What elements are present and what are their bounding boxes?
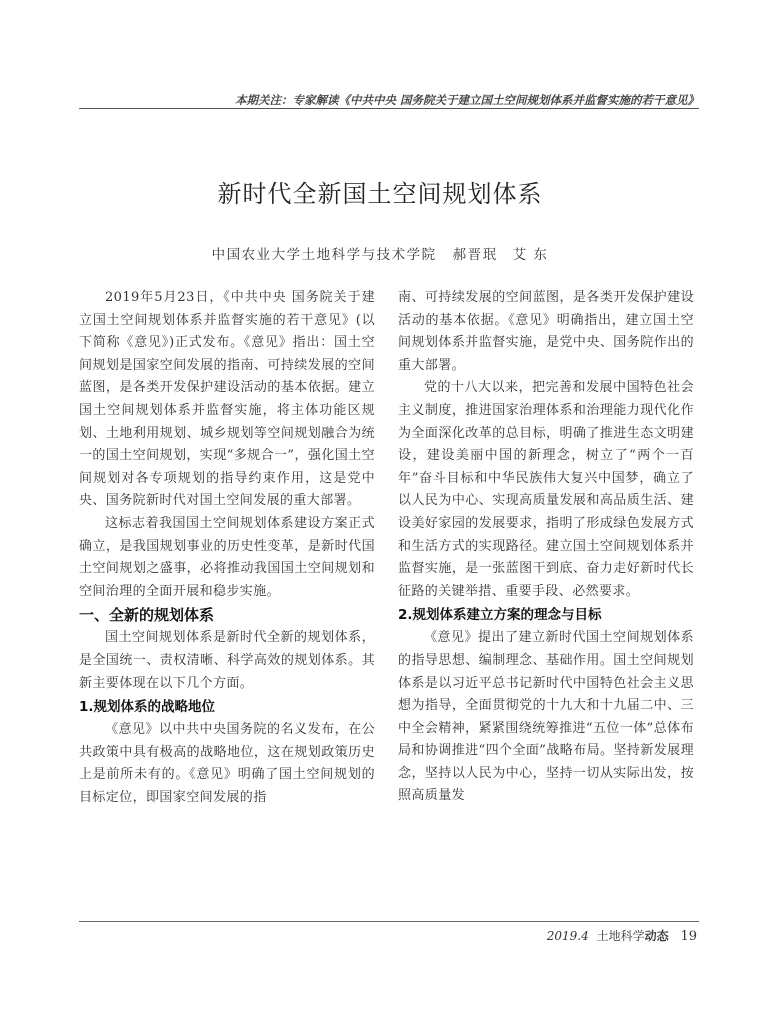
paragraph: 南、可持续发展的空间蓝图，是各类开发保护建设活动的基本依据。《意见》明确指出，建立国土空间规划体系并监督实施，是党中央、国务院作出的重大部署。 bbox=[398, 290, 694, 373]
subsection-heading: 1.规划体系的战略地位 bbox=[79, 699, 216, 716]
right-column bbox=[398, 287, 694, 808]
page-footer bbox=[547, 927, 697, 944]
article-title: 新时代全新国土空间规划体系 bbox=[217, 180, 543, 208]
column-label: 本期关注：专家解读《中共中央 国务院关于建立国土空间规划体系并监督实施的若干意见》 bbox=[235, 94, 699, 107]
author-names: 郝晋珉 艾 东 bbox=[452, 247, 549, 263]
paragraph: 国土空间规划体系是新时代全新的规划体系，是全国统一、责权清晰、科学高效的规划体系。其新主要体现在以下几个方面。 bbox=[79, 630, 375, 691]
left-column bbox=[79, 287, 375, 809]
magazine-name-bold: 动态 bbox=[644, 929, 669, 943]
running-header bbox=[79, 94, 699, 109]
affiliation: 中国农业大学土地科学与技术学院 bbox=[211, 247, 437, 263]
magazine-name bbox=[597, 929, 669, 943]
issue-number: 2019.4 bbox=[546, 929, 589, 943]
subsection-heading: 2.规划体系建立方案的理念与目标 bbox=[398, 607, 602, 624]
byline bbox=[0, 243, 760, 263]
paragraph: 这标志着我国国土空间规划体系建设方案正式确立，是我国规划事业的历史性变革，是新时代国土空间规划之盛事，必将推动我国国土空间规划和空间治理的全面开展和稳步实施。 bbox=[79, 515, 375, 599]
paragraph: 《意见》提出了建立新时代国土空间规划体系的指导思想、编制理念、基础作用。国土空间规划体系是以习近平总书记新时代中国特色社会主义思想为指导，全面贯彻党的十九大和十九届二中、三中全会精神，紧紧围绕统筹推进“五位一体”总体布局和协调推进“四个全面”战略布局。坚持新发展理念，坚持以人民为中心，坚持一切从实际出发，按照高质量发 bbox=[398, 630, 694, 804]
page-number: 19 bbox=[680, 929, 697, 944]
section-heading: 一、全新的规划体系 bbox=[79, 606, 215, 625]
paragraph: 2019年5月23日，《中共中央 国务院关于建立国土空间规划体系并监督实施的若干意见》(以下简称《意见》)正式发布。《意见》指出：国土空间规划是国家空间发展的指南、可持续发展的空间蓝图，是各类开发保护建设活动的基本依据。建立国土空间规划体系并监督实施，将主体功能区规划、土地利用规划、城乡规划等空间规划融合为统一的国土空间规划，实现“多规合一”，强化国土空间规划对各专项规划的指导约束作用，这是党中央、国务院新时代对国土空间发展的重大部署。 bbox=[79, 290, 375, 509]
paragraph: 《意见》以中共中央国务院的名义发布，在公共政策中具有极高的战略地位，这在规划政策历史上是前所未有的。《意见》明确了国土空间规划的目标定位，即国家空间发展的指 bbox=[79, 722, 375, 805]
magazine-name-plain: 土地科学 bbox=[596, 929, 645, 943]
paragraph: 党的十八大以来，把完善和发展中国特色社会主义制度，推进国家治理体系和治理能力现代化作为全面深化改革的总目标，明确了推进生态文明建设，建设美丽中国的新理念，树立了“两个一百年”奋斗目标和中华民族伟大复兴中国梦，确立了以人民为中心、实现高质量发展和高品质生活、建设美好家园的发展要求，指明了形成绿色发展方式和生活方式的实现路径。建立国土空间规划体系并监督实施，是一张蓝图干到底、奋力走好新时代长征路的关键举措、重要手段、必然要求。 bbox=[398, 380, 694, 599]
footer-divider bbox=[79, 921, 699, 922]
